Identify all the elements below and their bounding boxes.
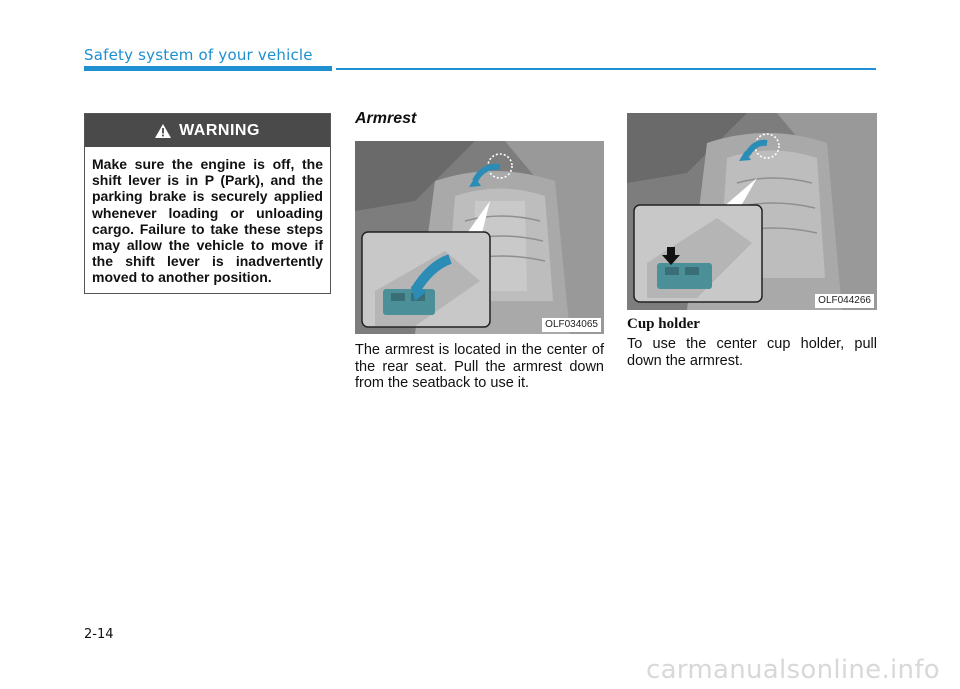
figure-code: OLF044266 bbox=[815, 294, 874, 308]
figure-code: OLF034065 bbox=[542, 318, 601, 332]
armrest-description: The armrest is located in the center of the rear seat. Pull the armrest down from the seatback to use it. bbox=[355, 342, 604, 391]
armrest-figure bbox=[355, 141, 604, 334]
cup-holder-figure bbox=[627, 113, 877, 310]
rear-seat-illustration bbox=[355, 141, 604, 334]
cup-holder-illustration bbox=[627, 113, 877, 310]
warning-triangle-icon bbox=[155, 124, 171, 138]
header-rule-thick bbox=[84, 66, 332, 71]
warning-label: WARNING bbox=[179, 121, 260, 139]
cup-holder-description: To use the center cup holder, pull down the armrest. bbox=[627, 336, 877, 369]
warning-text: Make sure the engine is off, the shift lever is in P (Park), and the parking brake is securely applied whenever loading or unloading cargo. Failure to take these steps may allow the vehicle to move if the shift lever is inadvertently moved to another position. bbox=[92, 156, 323, 286]
armrest-heading: Armrest bbox=[355, 110, 417, 127]
warning-box bbox=[84, 113, 331, 294]
watermark: carmanualsonline.info bbox=[645, 655, 940, 685]
cup-holder-heading: Cup holder bbox=[627, 316, 700, 332]
header-rule-thin bbox=[336, 68, 876, 70]
section-title: Safety system of your vehicle bbox=[84, 46, 313, 64]
page-number: 2-14 bbox=[84, 627, 114, 642]
warning-header bbox=[85, 114, 330, 147]
